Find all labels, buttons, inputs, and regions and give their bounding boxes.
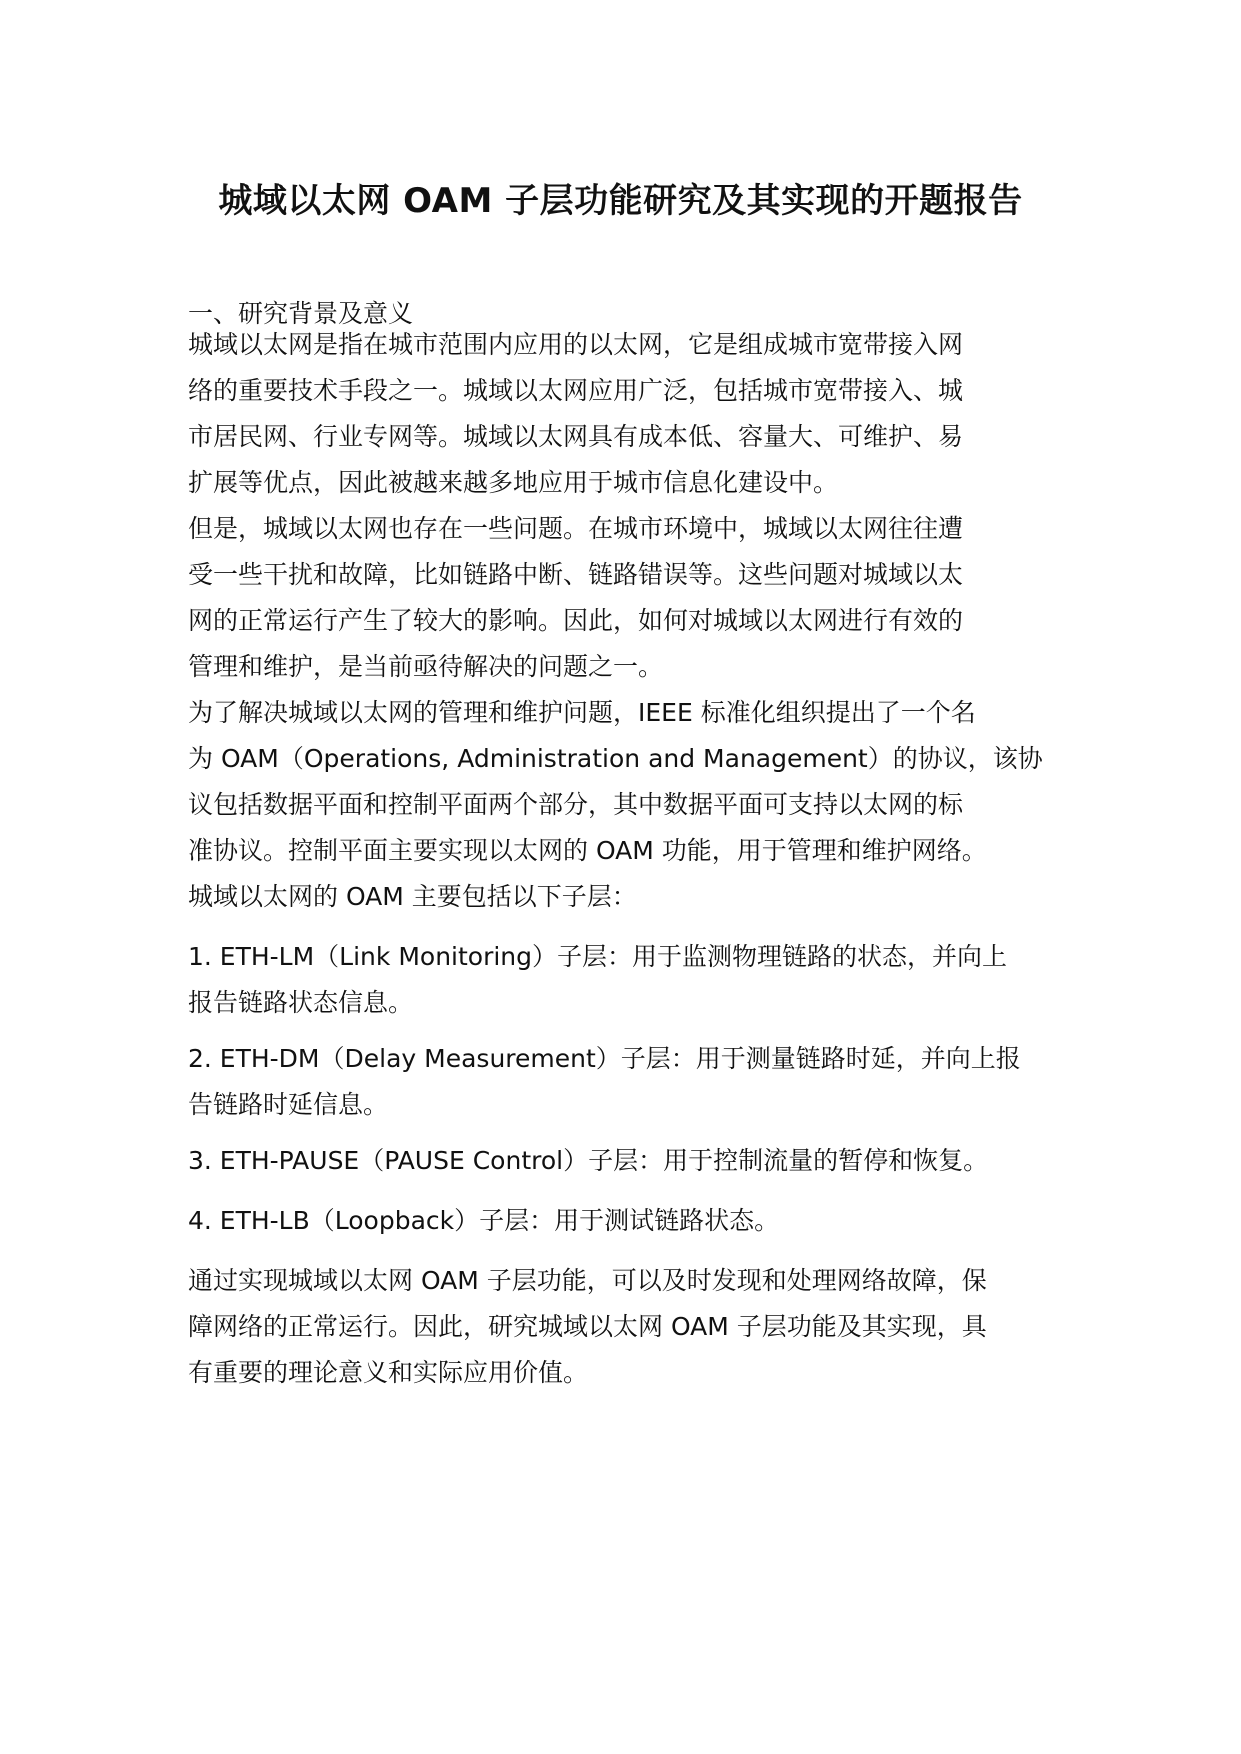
paragraph-oam-protocol	[188, 690, 1053, 874]
paragraph-line: 准协议。控制平面主要实现以太网的 OAM 功能，用于管理和维护网络。	[188, 836, 987, 865]
list-item-eth-lb	[188, 1198, 1053, 1244]
list-item-eth-dm	[188, 1036, 1053, 1128]
paragraph-line: 4. ETH-LB（Loopback）子层：用于测试链路状态。	[188, 1206, 780, 1235]
paragraph-line: 为 OAM（Operations, Administration and Management）的协议，该协	[188, 744, 1043, 773]
paragraph-line: 市居民网、行业专网等。城域以太网具有成本低、容量大、可维护、易	[188, 422, 964, 451]
paragraph-line: 有重要的理论意义和实际应用价值。	[188, 1358, 589, 1387]
list-item-eth-lm	[188, 934, 1053, 1026]
paragraph-line: 通过实现城域以太网 OAM 子层功能，可以及时发现和处理网络故障，保	[188, 1266, 987, 1295]
paragraph-line: 报告链路状态信息。	[188, 988, 414, 1017]
paragraph-line: 1. ETH-LM（Link Monitoring）子层：用于监测物理链路的状态，并向上	[188, 942, 1008, 971]
paragraph-sublayers-intro	[188, 874, 1053, 920]
paragraph-line: 网的正常运行产生了较大的影响。因此，如何对城域以太网进行有效的	[188, 606, 964, 635]
paragraph-line: 络的重要技术手段之一。城域以太网应用广泛，包括城市宽带接入、城	[188, 376, 964, 405]
paragraph-line: 议包括数据平面和控制平面两个部分，其中数据平面可支持以太网的标	[188, 790, 964, 819]
paragraph-line: 障网络的正常运行。因此，研究城域以太网 OAM 子层功能及其实现，具	[188, 1312, 987, 1341]
paragraph-line: 扩展等优点，因此被越来越多地应用于城市信息化建设中。	[188, 468, 839, 497]
paragraph-line: 但是，城域以太网也存在一些问题。在城市环境中，城域以太网往往遭	[188, 514, 964, 543]
paragraph-line: 受一些干扰和故障，比如链路中断、链路错误等。这些问题对城域以太	[188, 560, 964, 589]
list-item-eth-pause	[188, 1138, 1053, 1184]
paragraph-problems	[188, 506, 1053, 690]
paragraph-line: 城域以太网的 OAM 主要包括以下子层：	[188, 882, 637, 911]
paragraph-background	[188, 322, 1053, 506]
document-title: 城域以太网 OAM 子层功能研究及其实现的开题报告	[218, 181, 1023, 221]
paragraph-line: 3. ETH-PAUSE（PAUSE Control）子层：用于控制流量的暂停和恢复。	[188, 1146, 989, 1175]
paragraph-line: 城域以太网是指在城市范围内应用的以太网，它是组成城市宽带接入网	[188, 330, 964, 359]
paragraph-conclusion	[188, 1258, 1053, 1396]
paragraph-line: 管理和维护，是当前亟待解决的问题之一。	[188, 652, 664, 681]
section-heading: 一、研究背景及意义	[188, 299, 414, 328]
paragraph-line: 告链路时延信息。	[188, 1090, 389, 1119]
paragraph-line: 为了解决城域以太网的管理和维护问题，IEEE 标准化组织提出了一个名	[188, 698, 976, 727]
paragraph-line: 2. ETH-DM（Delay Measurement）子层：用于测量链路时延，并向上报	[188, 1044, 1021, 1073]
